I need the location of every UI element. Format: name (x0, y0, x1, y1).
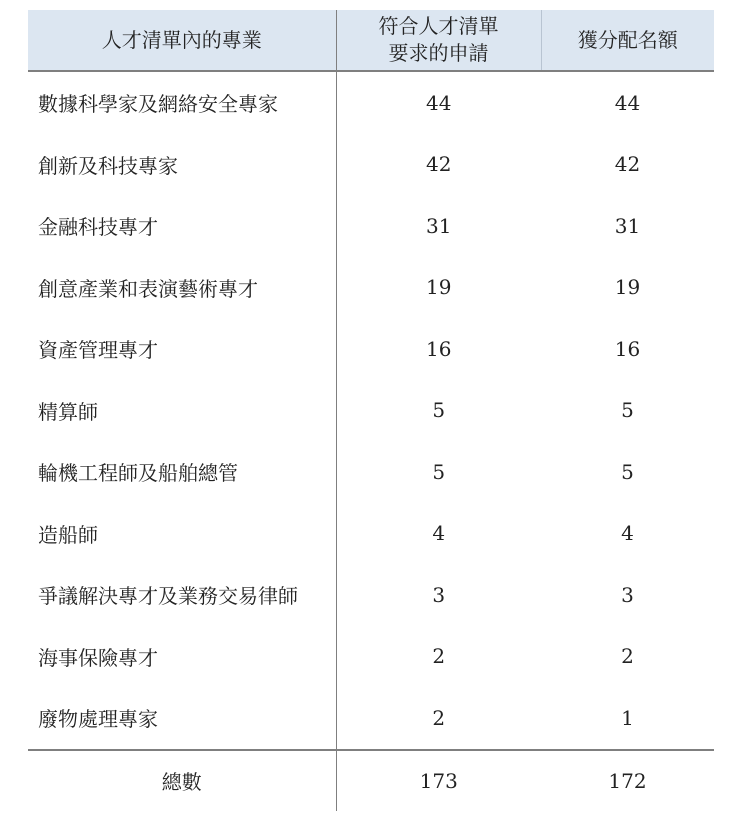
quota-cell: 16 (614, 336, 641, 361)
quota-cell: 4 (621, 521, 634, 546)
total-applications: 173 (336, 750, 541, 811)
header-profession: 人才清單內的專業 (28, 10, 336, 71)
header-quota: 獲分配名額 (541, 10, 714, 71)
applications-cell: 4 (336, 503, 541, 565)
table-row (28, 564, 714, 626)
table-footer (28, 750, 714, 811)
profession-cell: 精算師 (38, 399, 98, 424)
applications-cell: 5 (336, 380, 541, 442)
table-row (28, 441, 714, 503)
quota-cell: 3 (621, 582, 634, 607)
header-applications (336, 10, 541, 71)
quota-cell: 5 (621, 459, 634, 484)
applications-cell: 44 (336, 71, 541, 134)
applications-cell: 16 (336, 318, 541, 380)
applications-cell: 19 (336, 257, 541, 319)
profession-cell: 金融科技專才 (38, 215, 158, 240)
profession-cell: 爭議解決專才及業務交易律師 (38, 584, 298, 609)
total-quota: 172 (541, 750, 714, 811)
profession-cell: 資產管理專才 (38, 338, 158, 363)
quota-cell: 44 (614, 90, 641, 115)
header-row (28, 10, 714, 71)
quota-cell: 5 (621, 398, 634, 423)
talent-list-table (28, 10, 714, 811)
applications-cell: 2 (336, 687, 541, 750)
applications-cell: 5 (336, 441, 541, 503)
table-row (28, 257, 714, 319)
total-row (28, 750, 714, 811)
table-row (28, 503, 714, 565)
quota-cell: 1 (621, 705, 634, 730)
quota-cell: 19 (614, 275, 641, 300)
profession-cell: 創意產業和表演藝術專才 (38, 276, 258, 301)
table-row (28, 626, 714, 688)
table-row (28, 687, 714, 750)
applications-cell: 2 (336, 626, 541, 688)
profession-cell: 廢物處理專家 (38, 707, 158, 732)
applications-cell: 42 (336, 134, 541, 196)
table-row (28, 134, 714, 196)
header-applications-line2: 要求的申請 (388, 41, 489, 65)
table-row (28, 380, 714, 442)
table-row (28, 195, 714, 257)
applications-cell: 31 (336, 195, 541, 257)
profession-cell: 造船師 (38, 522, 98, 547)
table-body (28, 71, 714, 750)
header-applications-line1: 符合人才清單 (378, 14, 499, 38)
table-row (28, 318, 714, 380)
table-row (28, 71, 714, 134)
quota-cell: 2 (621, 644, 634, 669)
applications-cell: 3 (336, 564, 541, 626)
total-label: 總數 (28, 750, 336, 811)
quota-cell: 31 (614, 213, 641, 238)
profession-cell: 創新及科技專家 (38, 153, 178, 178)
profession-cell: 海事保險專才 (38, 645, 158, 670)
profession-cell: 輪機工程師及船舶總管 (38, 461, 238, 486)
profession-cell: 數據科學家及網絡安全專家 (38, 92, 278, 117)
table-header (28, 10, 714, 71)
quota-cell: 42 (614, 152, 641, 177)
